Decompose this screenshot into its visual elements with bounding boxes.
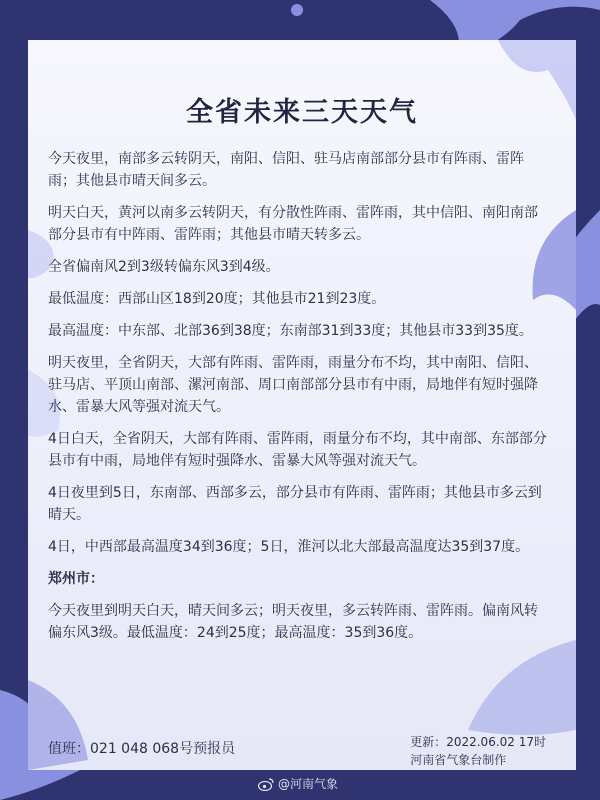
producer: 河南省气象台制作 [410, 753, 507, 767]
zhengzhou-heading: 郑州市： [48, 571, 104, 587]
duty-forecaster: 值班：021 048 068号预报员 [48, 741, 236, 757]
content-paper [28, 40, 576, 770]
forecast-paragraph: 全省偏南风2到3级转偏东风3到4级。 [48, 259, 280, 275]
page-title: 全省未来三天天气 [186, 97, 418, 128]
forecast-paragraph: 4日夜里到5日，东南部、西部多云，部分县市有阵雨、雷阵雨；其他县市多云到晴天。 [48, 485, 542, 523]
update-info [410, 733, 546, 769]
forecast-content [48, 148, 548, 654]
forecast-paragraph: 明天夜里，全省阴天，大部有阵雨、雷阵雨，雨量分布不均，其中南阳、信阳、驻马店、平顶山南部、漯河南部、周口南部部分县市有中雨，局地伴有短时强降水、雷暴大风等强对流天气。 [48, 355, 538, 415]
weibo-icon [258, 777, 274, 791]
weibo-watermark [258, 775, 338, 792]
forecast-paragraph: 4日，中西部最高温度34到36度；5日，淮河以北大部最高温度达35到37度。 [48, 539, 530, 555]
update-time: 更新：2022.06.02 17时 [410, 735, 546, 749]
forecast-paragraph: 最低温度：西部山区18到20度；其他县市21到23度。 [48, 291, 386, 307]
splash-dot-1 [291, 4, 303, 16]
zhengzhou-forecast: 今天夜里到明天白天，晴天间多云；明天夜里，多云转阵雨、雷阵雨。偏南风转偏东风3级。最低温度：24到25度；最高温度：35到36度。 [48, 603, 538, 641]
forecast-paragraph: 今天夜里，南部多云转阴天，南阳、信阳、驻马店南部部分县市有阵雨、雷阵雨；其他县市晴天间多云。 [48, 151, 524, 189]
forecast-paragraph: 明天白天，黄河以南多云转阴天，有分散性阵雨、雷阵雨，其中信阳、南阳南部部分县市有中阵雨、雷阵雨；其他县市晴天转多云。 [48, 205, 538, 243]
forecast-paragraph: 4日白天，全省阴天，大部有阵雨、雷阵雨，雨量分布不均，其中南部、东部部分县市有中雨，局地伴有短时强降水、雷暴大风等强对流天气。 [48, 431, 547, 469]
forecast-paragraph: 最高温度：中东部、北部36到38度；东南部31到33度；其他县市33到35度。 [48, 323, 533, 339]
watermark-text: @河南气象 [278, 777, 339, 791]
